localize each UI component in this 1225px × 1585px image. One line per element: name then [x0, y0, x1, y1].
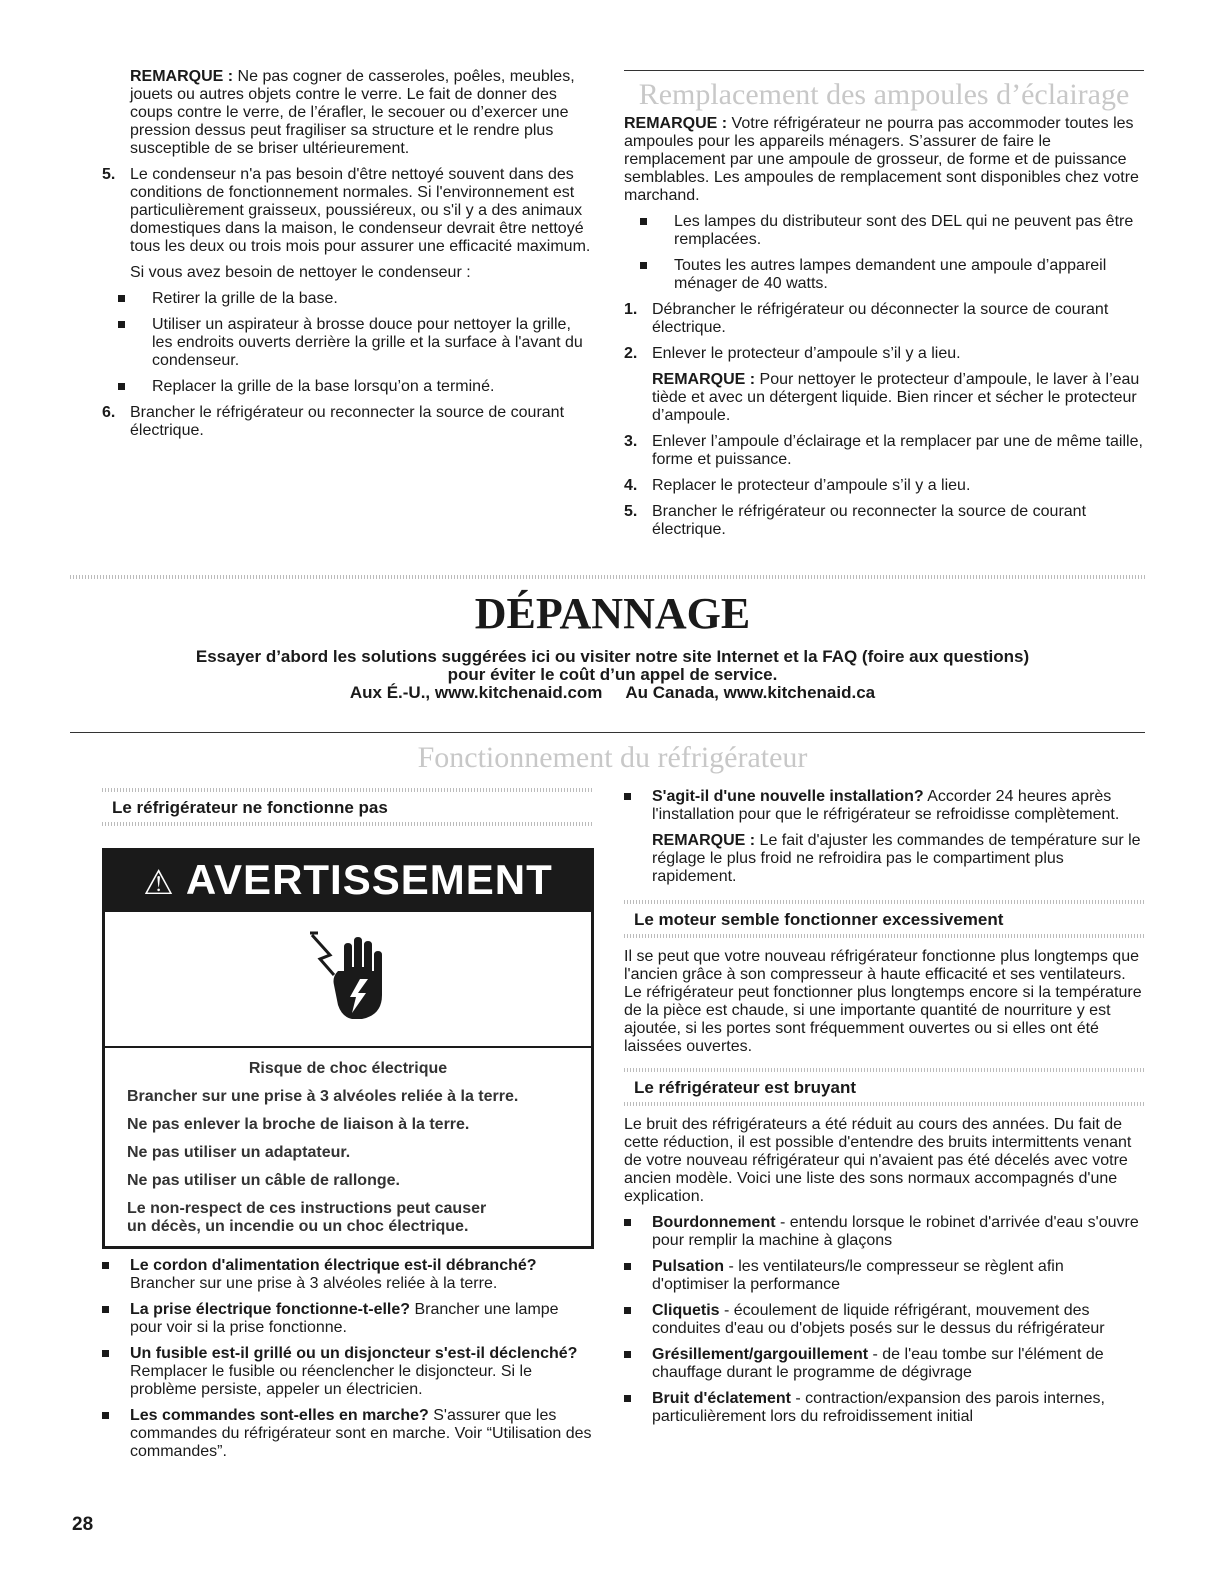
- step-number: 3.: [624, 433, 638, 450]
- step-number: 6.: [102, 404, 116, 421]
- shock-symbol: [105, 912, 591, 1048]
- bullet-icon: [624, 1395, 631, 1402]
- step-4: [624, 477, 1144, 495]
- bullet-icon: [102, 1306, 109, 1313]
- check-item: [624, 788, 1144, 824]
- bullet-icon: [102, 1350, 109, 1357]
- check-question: Un fusible est-il grillé ou un disjoncteur s'est-il déclenché?: [130, 1345, 578, 1362]
- step-3: [624, 433, 1144, 469]
- step-number: 4.: [624, 477, 638, 494]
- list-item-text: Utiliser un aspirateur à brosse douce pour nettoyer la grille, les endroits ouverts derrière la grille et la surface à l'avant du condenseur.: [152, 316, 583, 369]
- warning-triangle-icon: ⚠: [143, 864, 175, 902]
- bullet-icon: [624, 1219, 631, 1226]
- bullet-icon: [102, 1262, 109, 1269]
- warning-line: Ne pas utiliser un adaptateur.: [127, 1144, 351, 1161]
- warning-box: [102, 848, 594, 1249]
- bullet-icon: [640, 218, 647, 225]
- subsection-header: [102, 788, 594, 826]
- subsection-title: Le moteur semble fonctionner excessivement: [634, 910, 1004, 929]
- check-answer: Brancher une lampe pour voir si la prise fonctionne.: [130, 1301, 559, 1336]
- bulb-replacement-column: [624, 70, 1144, 547]
- sound-item: [624, 1214, 1144, 1250]
- check-question: Les commandes sont-elles en marche?: [130, 1407, 429, 1424]
- list-item: [102, 378, 592, 396]
- check-answer: S'assurer que les commandes du réfrigérateur sont en marche. Voir “Utilisation des commandes”.: [130, 1407, 592, 1460]
- note-label: REMARQUE :: [652, 371, 756, 388]
- step-text: Débrancher le réfrigérateur ou déconnecter la source de courant électrique.: [652, 301, 1109, 336]
- check-answer: Brancher sur une prise à 3 alvéoles reliée à la terre.: [130, 1275, 498, 1292]
- step-text: Replacer le protecteur d’ampoule s’il y a lieu.: [652, 477, 971, 494]
- step-2: [624, 345, 1144, 363]
- step-1: [624, 301, 1144, 337]
- list-item-text: Retirer la grille de la base.: [152, 290, 338, 307]
- noise-column: [624, 788, 1144, 1434]
- note-label: REMARQUE :: [624, 115, 728, 132]
- list-item: [624, 213, 1144, 249]
- subsection-title: Le réfrigérateur est bruyant: [634, 1078, 857, 1097]
- glass-note: [102, 68, 592, 158]
- check-item: [102, 1407, 594, 1461]
- list-item-text: Les lampes du distributeur sont des DEL qui ne peuvent pas être remplacées.: [674, 213, 1134, 248]
- warning-header: [105, 851, 591, 912]
- sound-item: [624, 1346, 1144, 1382]
- check-item: [102, 1301, 594, 1337]
- subsection-header: [624, 1068, 1144, 1106]
- check-question: Le cordon d'alimentation électrique est-il débranché?: [130, 1257, 537, 1274]
- bulb-note: [624, 115, 1144, 205]
- step-number: 2.: [624, 345, 638, 362]
- note-label: REMARQUE :: [130, 68, 234, 85]
- subsection-header: [624, 900, 1144, 938]
- step-text: Enlever le protecteur d’ampoule s’il y a lieu.: [652, 345, 961, 362]
- hatched-divider: [624, 1102, 1144, 1106]
- sound-item: [624, 1258, 1144, 1294]
- sound-desc: - les ventilateurs/le compresseur se règlent afin d'optimiser la performance: [652, 1258, 1064, 1293]
- warning-risk: Risque de choc électrique: [248, 1060, 448, 1077]
- step-number: 5.: [102, 166, 116, 183]
- check-question: S'agit-il d'une nouvelle installation?: [652, 788, 924, 805]
- bullet-icon: [102, 1412, 109, 1419]
- check-item: [102, 1345, 594, 1399]
- page-number: 28: [72, 1514, 94, 1535]
- note-text: Ne pas cogner de casseroles, poêles, meubles, jouets ou autres objets contre le verre. Le fait de donner des coups contre le verre, de l’érafler, le secouer ou d’exercer une pression dessus peut fragiliser sa structure et le rendre plus susceptible de se briser ultérieurement.: [130, 68, 575, 157]
- step-text: Brancher le réfrigérateur ou reconnecter la source de courant électrique.: [130, 404, 565, 439]
- check-item: [102, 1257, 594, 1293]
- sound-desc: - de l'eau tombe sur l'élément de chauffage durant le programme de dégivrage: [652, 1346, 1104, 1381]
- noise-text: Le bruit des réfrigérateurs a été réduit au cours des années. Du fait de cette réduction, il est possible d'entendre des bruits intermittents venant de votre nouveau réfrigérateur qui n'avaient pas été décelés avec votre ancien modèle. Voici une liste des sons normaux accompagnés d'une explication.: [624, 1116, 1132, 1205]
- note-text: Le fait d'ajuster les commandes de température sur le réglage le plus froid ne refroidira pas le compartiment plus rapidement.: [652, 832, 1141, 885]
- note-text: Votre réfrigérateur ne pourra pas accommoder toutes les ampoules pour les appareils ménagers. S’assurer de faire le remplacement par une ampoule de grosseur, de forme et de puissance semblables. Les ampoules de remplacement sont disponibles chez votre marchand.: [624, 115, 1139, 204]
- section-heading: Remplacement des ampoules d’éclairage: [638, 78, 1130, 111]
- step-2-note: [624, 371, 1144, 425]
- warning-text: [105, 1048, 591, 1246]
- sound-desc: - contraction/expansion des parois internes, particulièrement lors du refroidissement initial: [652, 1390, 1105, 1425]
- intro-urls: Aux É.-U., www.kitchenaid.com Au Canada, www.kitchenaid.ca: [349, 683, 876, 702]
- warning-title: AVERTISSEMENT: [185, 856, 553, 903]
- sound-term: Bourdonnement: [652, 1214, 776, 1231]
- bullet-icon: [118, 321, 125, 328]
- list-item: [102, 290, 592, 308]
- step-subtext: Si vous avez besoin de nettoyer le condenseur :: [130, 264, 471, 281]
- bullet-icon: [624, 1307, 631, 1314]
- intro-line: pour éviter le coût d’un appel de service.: [447, 665, 778, 684]
- bullet-icon: [118, 295, 125, 302]
- warning-consequence: un décès, un incendie ou un choc électrique.: [127, 1218, 469, 1235]
- electric-shock-hand-icon: [308, 929, 388, 1029]
- motor-text: Il se peut que votre nouveau réfrigérateur fonctionne plus longtemps que l'ancien grâce à son compresseur à haute efficacité et ses ventilateurs. Le réfrigérateur peut fonctionner plus longtemps encore si la température de la pièce est chaude, si une importante quantité de nourriture y est ajoutée, si les portes sont fréquemment ouvertes ou si elles ont été laissées ouvertes.: [624, 948, 1142, 1055]
- hatched-divider: [102, 822, 594, 826]
- bullet-icon: [640, 262, 647, 269]
- step-5: [102, 166, 592, 256]
- step-text: Brancher le réfrigérateur ou reconnecter la source de courant électrique.: [652, 503, 1087, 538]
- sound-desc: - entendu lorsque le robinet d'arrivée d'eau s'ouvre pour remplir la machine à glaçons: [652, 1214, 1139, 1249]
- intro-text: [100, 648, 1125, 702]
- step-5: [624, 503, 1144, 539]
- bullet-icon: [118, 383, 125, 390]
- condenser-column: [102, 68, 592, 448]
- sound-term: Grésillement/gargouillement: [652, 1346, 869, 1363]
- not-running-column: [102, 788, 594, 1469]
- section-rule: [624, 70, 1144, 71]
- page-title: DÉPANNAGE: [474, 589, 751, 638]
- check-answer: Remplacer le fusible ou réenclencher le disjoncteur. Si le problème persiste, appeler un électricien.: [130, 1363, 532, 1398]
- hatched-divider: [70, 575, 1145, 579]
- intro-line: Essayer d’abord les solutions suggérées ici ou visiter notre site Internet et la FAQ (foire aux questions): [195, 647, 1030, 666]
- note-label: REMARQUE :: [652, 832, 756, 849]
- sound-term: Bruit d'éclatement: [652, 1390, 791, 1407]
- step-number: 1.: [624, 301, 638, 318]
- subsection-title: Le réfrigérateur ne fonctionne pas: [112, 798, 388, 817]
- warning-line: Brancher sur une prise à 3 alvéoles reliée à la terre.: [127, 1088, 519, 1105]
- list-item-text: Replacer la grille de la base lorsqu’on a terminé.: [152, 378, 495, 395]
- controls-note: [624, 832, 1144, 886]
- warning-line: Ne pas enlever la broche de liaison à la terre.: [127, 1116, 470, 1133]
- check-question: La prise électrique fonctionne-t-elle?: [130, 1301, 411, 1318]
- section-heading: Fonctionnement du réfrigérateur: [417, 741, 808, 774]
- bullet-icon: [624, 1263, 631, 1270]
- sound-item: [624, 1390, 1144, 1426]
- step-number: 5.: [624, 503, 638, 520]
- sound-item: [624, 1302, 1144, 1338]
- step-text: Enlever l’ampoule d’éclairage et la remplacer par une de même taille, forme et puissance.: [652, 433, 1143, 468]
- list-item: [624, 257, 1144, 293]
- sound-term: Pulsation: [652, 1258, 725, 1275]
- bullet-icon: [624, 793, 631, 800]
- step-text: Le condenseur n'a pas besoin d'être nettoyé souvent dans des conditions de fonctionnement normales. Si l'environnement est particulièrement graisseux, poussiéreux, ou s'il y a des animaux domestiques dans la maison, le condenseur devrait être nettoyé tous les deux ou trois mois pour assurer une efficacité maximum.: [130, 166, 591, 255]
- step-6: [102, 404, 592, 440]
- note-text: Pour nettoyer le protecteur d’ampoule, le laver à l’eau tiède et avec un détergent liquide. Bien rincer et sécher le protecteur d’ampoule.: [652, 371, 1140, 424]
- warning-consequence: Le non-respect de ces instructions peut causer: [127, 1200, 487, 1217]
- bullet-icon: [624, 1351, 631, 1358]
- list-item-text: Toutes les autres lampes demandent une ampoule d’appareil ménager de 40 watts.: [674, 257, 1107, 292]
- list-item: [102, 316, 592, 370]
- check-answer: Accorder 24 heures après l'installation pour que le réfrigérateur se refroidisse complètement.: [652, 788, 1120, 823]
- sound-term: Cliquetis: [652, 1302, 720, 1319]
- warning-line: Ne pas utiliser un câble de rallonge.: [127, 1172, 400, 1189]
- hatched-divider: [624, 934, 1144, 938]
- section-rule: [70, 732, 1145, 733]
- sound-desc: - écoulement de liquide réfrigérant, mouvement des conduites d'eau ou d'objets posés sur le dessus du réfrigérateur: [652, 1302, 1105, 1337]
